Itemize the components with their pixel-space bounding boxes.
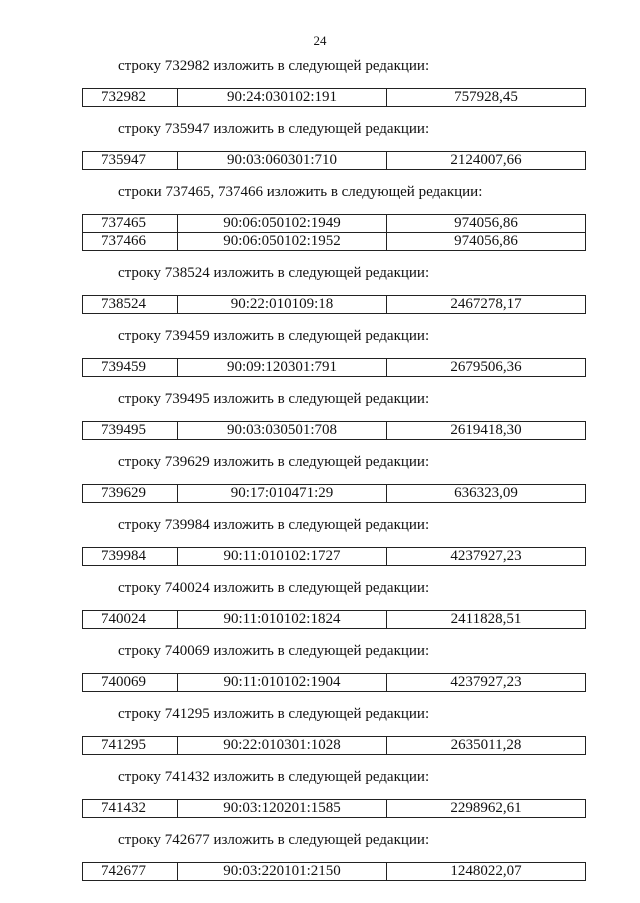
- record-table: [82, 484, 586, 503]
- record-table: [82, 799, 586, 818]
- cadastral-number-cell: 90:22:010301:1028: [178, 737, 387, 755]
- row-number-cell: 740024: [83, 611, 178, 629]
- cadastral-number-cell: 90:24:030102:191: [178, 89, 387, 107]
- table-row: [83, 611, 586, 629]
- record-table: [82, 151, 586, 170]
- row-number-cell: 737465: [83, 215, 178, 233]
- value-cell: 4237927,23: [387, 548, 586, 566]
- value-cell: 2619418,30: [387, 422, 586, 440]
- table-row: [83, 674, 586, 692]
- record-table: [82, 421, 586, 440]
- amendment-block: [82, 515, 586, 566]
- amendment-block: [82, 641, 586, 692]
- value-cell: 4237927,23: [387, 674, 586, 692]
- record-table: [82, 862, 586, 881]
- table-row: [83, 152, 586, 170]
- amendment-block: [82, 326, 586, 377]
- row-number-cell: 740069: [83, 674, 178, 692]
- amendment-block: [82, 704, 586, 755]
- amendment-block: [82, 830, 586, 881]
- value-cell: 2467278,17: [387, 296, 586, 314]
- amendment-instruction: строку 742677 изложить в следующей редакции:: [118, 832, 430, 848]
- value-cell: 2411828,51: [387, 611, 586, 629]
- table-row: [83, 359, 586, 377]
- amendment-instruction: строку 739984 изложить в следующей редакции:: [118, 517, 430, 533]
- amendment-instruction: строку 739629 изложить в следующей редакции:: [118, 454, 430, 470]
- row-number-cell: 741432: [83, 800, 178, 818]
- amendment-instruction: строку 732982 изложить в следующей редакции:: [118, 58, 430, 74]
- row-number-cell: 739984: [83, 548, 178, 566]
- table-row: [83, 296, 586, 314]
- value-cell: 2635011,28: [387, 737, 586, 755]
- cadastral-number-cell: 90:11:010102:1904: [178, 674, 387, 692]
- record-table: [82, 295, 586, 314]
- row-number-cell: 741295: [83, 737, 178, 755]
- amendment-block: [82, 119, 586, 170]
- cadastral-number-cell: 90:06:050102:1952: [178, 233, 387, 251]
- table-row: [83, 89, 586, 107]
- row-number-cell: 732982: [83, 89, 178, 107]
- record-table: [82, 673, 586, 692]
- cadastral-number-cell: 90:09:120301:791: [178, 359, 387, 377]
- cadastral-number-cell: 90:06:050102:1949: [178, 215, 387, 233]
- value-cell: 974056,86: [387, 215, 586, 233]
- record-table: [82, 736, 586, 755]
- value-cell: 974056,86: [387, 233, 586, 251]
- row-number-cell: 739629: [83, 485, 178, 503]
- table-row: [83, 422, 586, 440]
- cadastral-number-cell: 90:03:220101:2150: [178, 863, 387, 881]
- row-number-cell: 739495: [83, 422, 178, 440]
- row-number-cell: 739459: [83, 359, 178, 377]
- amendment-block: [82, 389, 586, 440]
- record-table: [82, 358, 586, 377]
- value-cell: 2124007,66: [387, 152, 586, 170]
- cadastral-number-cell: 90:11:010102:1824: [178, 611, 387, 629]
- table-row: [83, 800, 586, 818]
- record-table: [82, 214, 586, 251]
- amendment-block: [82, 56, 586, 107]
- value-cell: 2298962,61: [387, 800, 586, 818]
- amendment-block: [82, 182, 586, 251]
- table-row: [83, 548, 586, 566]
- amendment-block: [82, 452, 586, 503]
- amendment-instruction: строку 740024 изложить в следующей редакции:: [118, 580, 430, 596]
- row-number-cell: 735947: [83, 152, 178, 170]
- table-row: [83, 863, 586, 881]
- amendment-instruction: строку 739459 изложить в следующей редакции:: [118, 328, 430, 344]
- table-row: [83, 215, 586, 233]
- amendment-instruction: строку 738524 изложить в следующей редакции:: [118, 265, 430, 281]
- amendment-block: [82, 767, 586, 818]
- cadastral-number-cell: 90:11:010102:1727: [178, 548, 387, 566]
- value-cell: 1248022,07: [387, 863, 586, 881]
- amendment-instruction: строку 739495 изложить в следующей редакции:: [118, 391, 430, 407]
- record-table: [82, 547, 586, 566]
- amendment-block: [82, 263, 586, 314]
- cadastral-number-cell: 90:03:030501:708: [178, 422, 387, 440]
- table-row: [83, 737, 586, 755]
- cadastral-number-cell: 90:22:010109:18: [178, 296, 387, 314]
- row-number-cell: 738524: [83, 296, 178, 314]
- cadastral-number-cell: 90:03:060301:710: [178, 152, 387, 170]
- table-row: [83, 485, 586, 503]
- amendment-instruction: строку 740069 изложить в следующей редакции:: [118, 643, 430, 659]
- table-row: [83, 233, 586, 251]
- value-cell: 2679506,36: [387, 359, 586, 377]
- value-cell: 757928,45: [387, 89, 586, 107]
- amendment-instruction: строки 737465, 737466 изложить в следующей редакции:: [118, 184, 483, 200]
- row-number-cell: 737466: [83, 233, 178, 251]
- cadastral-number-cell: 90:03:120201:1585: [178, 800, 387, 818]
- record-table: [82, 88, 586, 107]
- record-table: [82, 610, 586, 629]
- value-cell: 636323,09: [387, 485, 586, 503]
- cadastral-number-cell: 90:17:010471:29: [178, 485, 387, 503]
- document-body: [82, 56, 586, 893]
- page-number: 24: [313, 33, 327, 48]
- amendment-instruction: строку 741432 изложить в следующей редакции:: [118, 769, 430, 785]
- amendment-instruction: строку 741295 изложить в следующей редакции:: [118, 706, 430, 722]
- amendment-block: [82, 578, 586, 629]
- row-number-cell: 742677: [83, 863, 178, 881]
- amendment-instruction: строку 735947 изложить в следующей редакции:: [118, 121, 430, 137]
